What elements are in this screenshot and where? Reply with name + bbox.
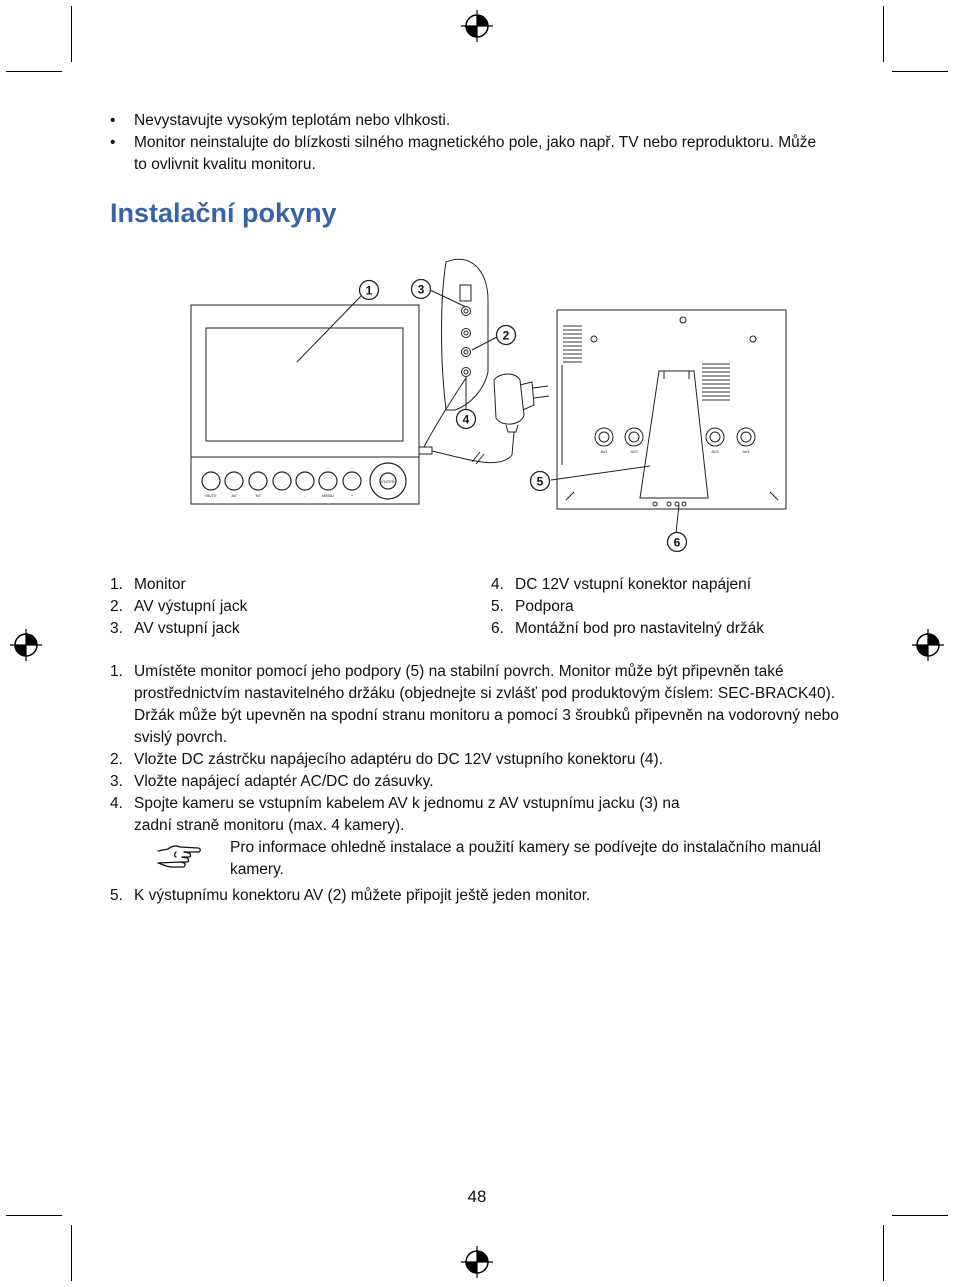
legend-number: 1. — [110, 576, 123, 593]
port-label: AV4 — [742, 449, 750, 454]
legend-text: Podpora — [515, 598, 574, 615]
legend-item — [491, 618, 851, 640]
crop-mark — [71, 1225, 72, 1281]
port-label: AV1 — [600, 449, 608, 454]
step-item — [110, 885, 840, 907]
legend-item — [110, 618, 470, 640]
registration-mark-icon — [10, 629, 42, 661]
legend-number: 4. — [491, 576, 504, 593]
legend-item — [491, 596, 851, 618]
power-adapter — [494, 374, 524, 424]
step-text: Vložte napájecí adaptér AC/DC do zásuvky. — [134, 773, 434, 790]
bullet-item: • Nevystavujte vysokým teplotám nebo vlhkosti. — [110, 110, 830, 132]
callout-1: 1 — [365, 283, 373, 298]
crop-mark — [6, 71, 62, 72]
registration-mark-icon — [461, 10, 493, 42]
legend-number: 2. — [110, 598, 123, 615]
legend-text: AV vstupní jack — [134, 620, 240, 637]
legend-text: Montážní bod pro nastavitelný držák — [515, 620, 764, 637]
step-item — [110, 793, 840, 837]
crop-mark — [892, 1215, 948, 1216]
button-label: S/I — [255, 493, 261, 498]
legend-item — [491, 574, 851, 596]
installation-steps — [110, 661, 840, 907]
port-label: AV2 — [630, 449, 638, 454]
step-number: 5. — [110, 887, 123, 904]
button-label: + — [350, 493, 354, 498]
crop-mark — [883, 6, 884, 62]
callout-5: 5 — [536, 474, 544, 489]
pointing-hand-icon — [156, 843, 202, 869]
callout-2: 2 — [502, 328, 510, 343]
crop-mark — [6, 1215, 62, 1216]
button-label: AV — [231, 493, 237, 498]
registration-mark-icon — [461, 1246, 493, 1278]
legend-right — [491, 574, 851, 640]
legend-left — [110, 574, 470, 640]
crop-mark — [71, 6, 72, 62]
page-number: 48 — [467, 1187, 487, 1206]
legend-number: 3. — [110, 620, 123, 637]
step-number: 4. — [110, 795, 123, 812]
step-item — [110, 661, 840, 749]
legend-item — [110, 596, 470, 618]
step-number: 1. — [110, 663, 123, 680]
callout-6: 6 — [673, 535, 681, 550]
legend-text: Monitor — [134, 576, 186, 593]
button-label: MENU — [322, 493, 334, 498]
legend-item — [110, 574, 470, 596]
nav-button-label: ENTER — [381, 479, 395, 484]
step-item — [110, 749, 840, 771]
installation-diagram — [180, 255, 800, 555]
monitor-stand — [640, 371, 708, 498]
registration-mark-icon — [912, 629, 944, 661]
section-title: Instalační pokyny — [110, 198, 337, 228]
legend-text: DC 12V vstupní konektor napájení — [515, 576, 752, 593]
step-item — [110, 771, 840, 793]
button-label: - — [304, 493, 306, 498]
button-label: MUTE — [205, 493, 217, 498]
note-text: Pro informace ohledně instalace a použití kamery se podívejte do instalačního manuál kamery. — [230, 839, 822, 878]
note-block — [110, 837, 840, 881]
crop-mark — [892, 71, 948, 72]
step-number: 3. — [110, 773, 123, 790]
warning-bullet-list — [110, 110, 830, 176]
legend-number: 6. — [491, 620, 504, 637]
callout-3: 3 — [417, 282, 425, 297]
step-text: K výstupnímu konektoru AV (2) můžete připojit ještě jeden monitor. — [134, 887, 591, 904]
bullet-item: • Monitor neinstalujte do blízkosti silného magnetického pole, jako např. TV nebo reproduktoru. Může to ovlivnit kvalitu monitoru. — [110, 132, 830, 176]
step-text: Vložte DC zástrčku napájecího adaptéru do DC 12V vstupního konektoru (4). — [134, 751, 664, 768]
step-text: Umístěte monitor pomocí jeho podpory (5) na stabilní povrch. Monitor může být připevněn také prostřednictvím nastavitelného držáku (objednejte si zvlášť pod produktovým číslem: SEC-BRACK40). Držák může být upevněn na spodní stranu monitoru a pomocí 3 šroubků připevněn na vodorovný nebo svislý povrch. — [134, 663, 839, 746]
legend-text: AV výstupní jack — [134, 598, 248, 615]
step-text: Spojte kameru se vstupním kabelem AV k jednomu z AV vstupnímu jacku (3) na zadní straně monitoru (max. 4 kamery). — [134, 795, 680, 834]
step-number: 2. — [110, 751, 123, 768]
crop-mark — [883, 1225, 884, 1281]
port-label: AV3 — [711, 449, 719, 454]
legend-number: 5. — [491, 598, 504, 615]
callout-4: 4 — [462, 412, 470, 427]
